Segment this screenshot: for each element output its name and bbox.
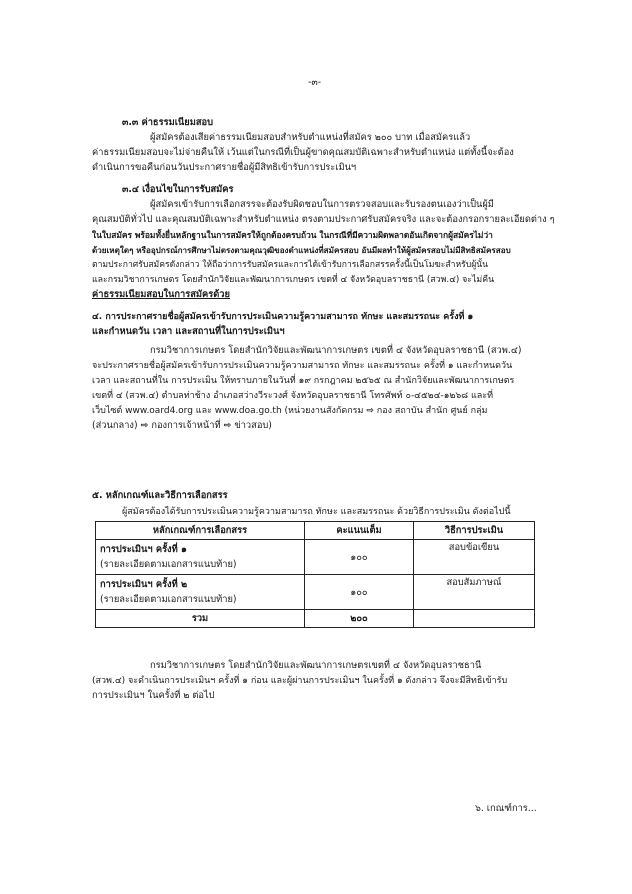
section-3-4-heading: ๓.๔ เงื่อนไขในการรับสมัคร — [122, 184, 234, 195]
total-label: รวม — [96, 610, 305, 628]
s4-web-text-a: เว็บไซต์ www.oard4.org และ www.doa.go.th (หน่วยงานสังกัดกรม — [92, 406, 364, 416]
criteria-title: การประเมินฯ ครั้งที่ ๒ — [100, 579, 188, 590]
s34-line-6: และกรมวิชาการเกษตร โดยสำนักวิจัยและพัฒนาการเกษตร เขตที่ ๔ จังหวัดอุบลราชธานี (สวพ.๔) จะไม่คืน — [92, 275, 495, 285]
arrow-right-icon: ⇨ — [366, 406, 374, 416]
score-cell: ๑๐๐ — [305, 575, 414, 610]
header-score: คะแนนเต็ม — [305, 522, 414, 540]
s4-line-1: กรมวิชาการเกษตร โดยสำนักวิจัยและพัฒนาการเกษตร เขตที่ ๔ จังหวัดอุบลราชธานี (สวพ.๔) — [150, 345, 522, 356]
table-row — [96, 540, 535, 575]
method-cell: สอบสัมภาษณ์ — [414, 575, 535, 610]
criteria-cell — [96, 575, 305, 610]
score-cell: ๑๐๐ — [305, 540, 414, 575]
s4-line-3: เวลา และสถานที่ใน การประเมิน ให้ทราบภายในวันที่ ๑๙ กรกฎาคม ๒๕๖๕ ณ สำนักวิจัยและพัฒนาการเกษตร — [92, 376, 515, 386]
criteria-cell — [96, 540, 305, 575]
section-4-heading-1: ๔. การประกาศรายชื่อผู้สมัครเข้ารับการประเมินความรู้ความสามารถ ทักษะ และสมรรถนะ ครั้งที่ ๑ — [92, 312, 474, 322]
section-3-3-heading: ๓.๓ ค่าธรรมเนียมสอบ — [122, 117, 213, 128]
method-cell: สอบข้อเขียน — [414, 540, 535, 575]
s4-line-4: เขตที่ ๔ (สวพ.๔) ตำบลท่าช้าง อำเภอสว่างวีระวงศ์ จังหวัดอุบลราชธานี โทรศัพท์ ๐-๔๕๒๔-๑๒๖๘ และที่ — [92, 391, 494, 401]
s34-line-5: ตามประกาศรับสมัครดังกล่าว ให้ถือว่าการรับสมัครและการได้เข้ารับการเลือกสรรครั้งนี้เป็นโมฆะสำหรับผู้นั้น — [92, 260, 489, 270]
total-method-empty — [414, 610, 535, 628]
s4-web-text-b: กอง สถาบัน สำนัก ศูนย์ กลุ่ม — [376, 406, 488, 416]
s34-line-2: คุณสมบัติทั่วไป และคุณสมบัติเฉพาะสำหรับตำแหน่ง ตรงตามประกาศรับสมัครจริง และจะต้องกรอกรายละเอียดต่าง ๆ — [92, 214, 555, 225]
s33-line-2: ค่าธรรมเนียมสอบจะไม่จ่ายคืนให้ เว้นแต่ในกรณีที่เป็นผู้ขาดคุณสมบัติเฉพาะสำหรับตำแหน่ง แต่ทั้งนี้จะต้อง — [92, 147, 514, 158]
criteria-detail: (รายละเอียดตามเอกสารแนบท้าย) — [100, 594, 237, 605]
next-page-catchword: ๖. เกณฑ์การ... — [475, 803, 537, 814]
table-header-row — [96, 522, 535, 540]
page-number: -๓- — [308, 77, 322, 88]
header-criteria: หลักเกณฑ์การเลือกสรร — [96, 522, 305, 540]
section-4-heading-2: และกำหนดวัน เวลา และสถานที่ในการประเมินฯ — [92, 326, 285, 337]
criteria-title: การประเมินฯ ครั้งที่ ๑ — [100, 544, 187, 555]
s4-line-2: จะประกาศรายชื่อผู้สมัครเข้ารับการประเมินความรู้ความสามารถ ทักษะ และสมรรถนะ ครั้งที่ ๑ และกำหนดวัน — [92, 361, 513, 371]
s4-web-text-d: กองการเจ้าหน้าที่ — [151, 420, 221, 431]
table-total-row — [96, 610, 535, 628]
section-5-heading: ๕. หลักเกณฑ์และวิธีการเลือกสรร — [92, 490, 228, 501]
s34-line-1: ผู้สมัครเข้ารับการเลือกสรรจะต้องรับผิดชอบในการตรวจสอบและรับรองตนเองว่าเป็นผู้มี — [150, 199, 494, 210]
s4-web-text-e: ข่าวสอบ) — [234, 420, 272, 431]
s34-line-7: ค่าธรรมเนียมสอบในการสมัครด้วย — [92, 289, 230, 300]
s5-closing-2: (สวพ.๔) จะดำเนินการประเมินฯ ครั้งที่ ๑ ก่อน และผู้ผ่านการประเมินฯ ในครั้งที่ ๑ ดังกล่าว จึงจะมีสิทธิเข้ารับ — [92, 676, 508, 686]
criteria-table — [95, 521, 535, 628]
header-method: วิธีการประเมิน — [414, 522, 535, 540]
arrow-right-icon: ⇨ — [223, 420, 232, 431]
table-row — [96, 575, 535, 610]
s34-line-4: ด้วยเหตุใดๆ หรืออุปกรณ์การศึกษาไม่ตรงตามคุณวุฒิของตำแหน่งที่สมัครสอบ อันมีผลทำให้ผู้สมัครสอบไม่มีสิทธิสมัครสอบ — [92, 245, 511, 255]
s33-line-3: ดำเนินการขอคืนก่อนวันประกาศรายชื่อผู้มีสิทธิเข้ารับการประเมินฯ — [92, 162, 357, 173]
s5-closing-1: กรมวิชาการเกษตร โดยสำนักวิจัยและพัฒนาการเกษตรเขตที่ ๔ จังหวัดอุบลราชธานี — [150, 660, 482, 671]
arrow-right-icon: ⇨ — [140, 420, 149, 431]
s5-closing-3: การประเมินฯ ในครั้งที่ ๒ ต่อไป — [92, 690, 215, 701]
s33-line-1: ผู้สมัครต้องเสียค่าธรรมเนียมสอบสำหรับตำแหน่งที่สมัคร ๒๐๐ บาท เมื่อสมัครแล้ว — [150, 132, 471, 143]
criteria-detail: (รายละเอียดตามเอกสารแนบท้าย) — [100, 559, 237, 570]
s4-web-line — [92, 405, 488, 417]
total-score: ๒๐๐ — [305, 610, 414, 628]
s4-web-text-c: (ส่วนกลาง) — [92, 420, 138, 431]
s5-intro: ผู้สมัครต้องได้รับการประเมินความรู้ความสามารถ ทักษะ และสมรรถนะ ด้วยวิธีการประเมิน ดังต่อไปนี้ — [122, 507, 511, 517]
s34-line-3: ในใบสมัคร พร้อมทั้งยื่นหลักฐานในการสมัครให้ถูกต้องครบถ้วน ในกรณีที่มีความผิดพลาดอันเกิดจากผู้สมัครไม่ว่า — [92, 230, 493, 240]
s4-web-line-2 — [92, 420, 272, 432]
